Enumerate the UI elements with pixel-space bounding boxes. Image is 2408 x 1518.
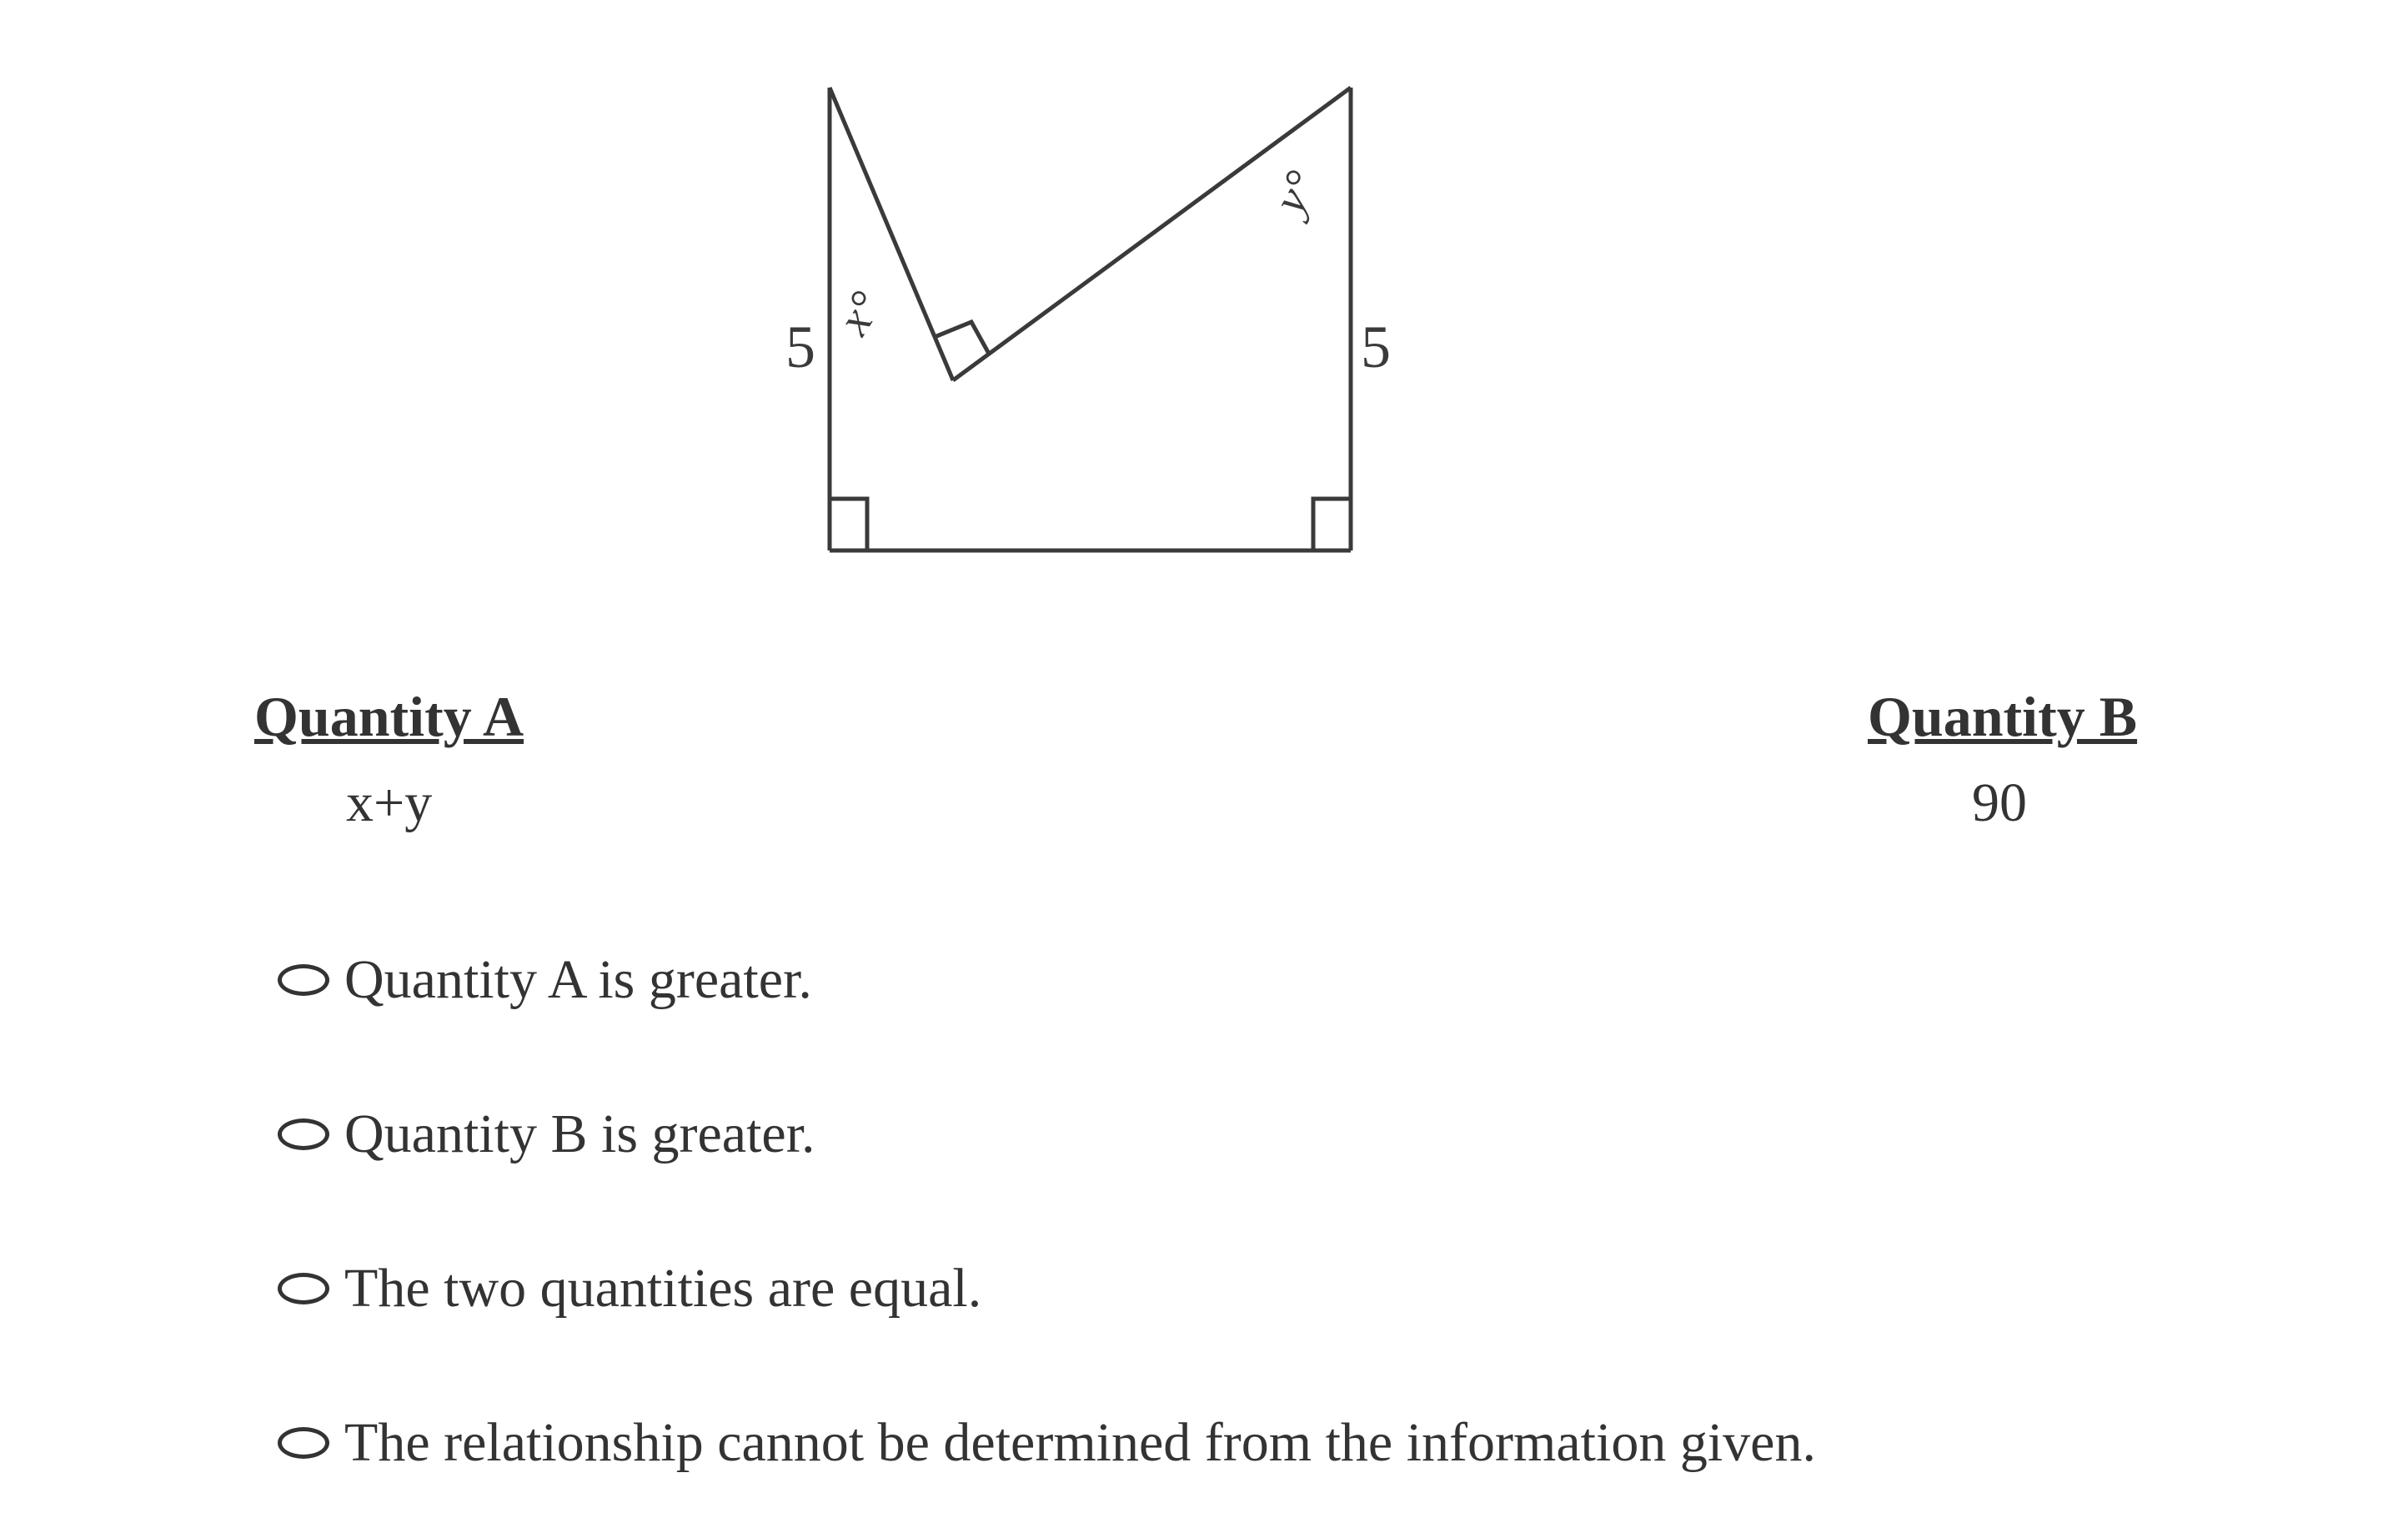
- radio-button[interactable]: [278, 964, 329, 996]
- quantity-a-header: Quantity A: [254, 685, 524, 748]
- option-label: The relationship cannot be determined from the information given.: [344, 1412, 1816, 1473]
- quantity-b-value: 90: [1972, 772, 2027, 833]
- answer-option-a-greater[interactable]: [278, 942, 812, 1018]
- radio-button[interactable]: [278, 1273, 329, 1304]
- geometry-figure: [0, 0, 2408, 684]
- answer-option-b-greater[interactable]: [278, 1097, 815, 1172]
- option-label: Quantity B is greater.: [344, 1103, 815, 1164]
- answer-option-cannot-determine[interactable]: [278, 1405, 1816, 1480]
- angle-x-label: x°: [827, 282, 893, 344]
- angle-y-label: y°: [1263, 162, 1328, 222]
- quantity-a-value: x+y: [346, 772, 433, 833]
- right-slant-segment: [953, 88, 1351, 380]
- option-label: Quantity A is greater.: [344, 949, 812, 1010]
- radio-button[interactable]: [278, 1118, 329, 1150]
- answer-option-equal[interactable]: [278, 1251, 981, 1326]
- quantity-b-header: Quantity B: [1868, 685, 2138, 748]
- option-label: The two quantities are equal.: [344, 1258, 982, 1319]
- radio-button[interactable]: [278, 1427, 329, 1459]
- right-angle-marker-bottom-left: [830, 499, 867, 550]
- right-angle-marker-bottom-right: [1313, 499, 1351, 550]
- right-angle-marker-vertex: [935, 322, 989, 354]
- left-side-label: 5: [785, 314, 815, 380]
- right-side-label: 5: [1361, 314, 1391, 380]
